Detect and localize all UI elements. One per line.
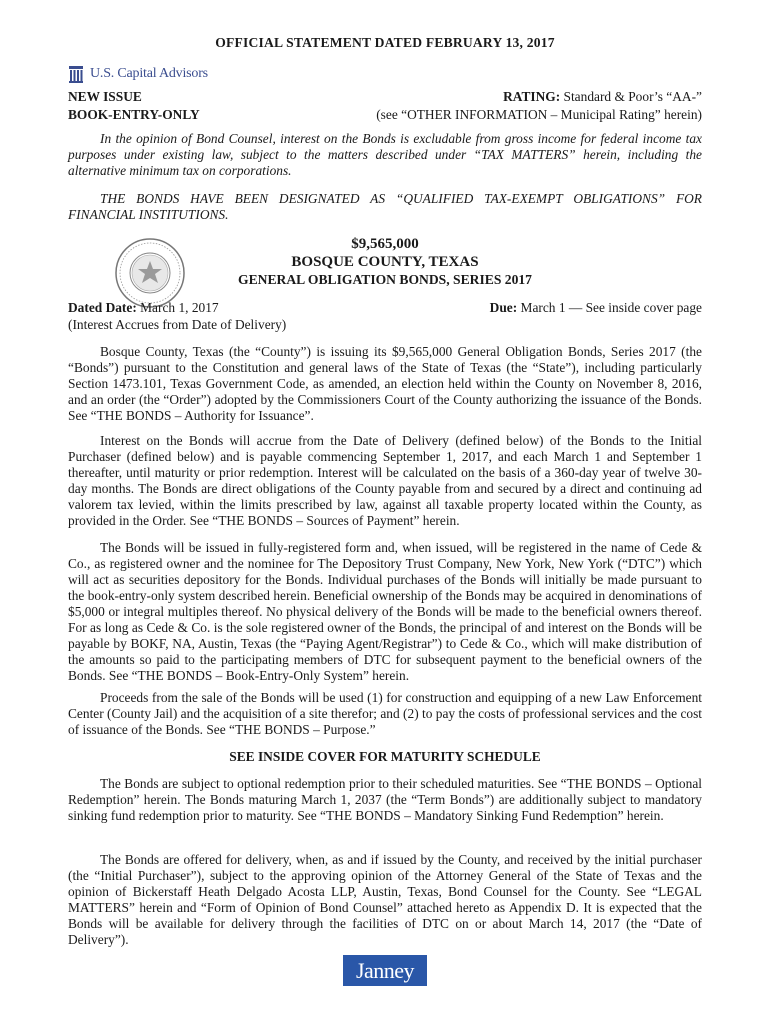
paragraph-text: Bosque County, Texas (the “County”) is issuing its $9,565,000 General Obligation Bonds, Series 2017 (the “Bonds”) pursuant to the Constitution and general laws of the State of Texas (the “State”), including particularly Section 1473.101, Texas Government Code, as amended, an election held within the County on November 8, 2016, and an order (the “Order”) adopted by the Commissioners Court of the County authorizing the issuance of the Bonds. See “THE BONDS – Authority for Issuance”. [68,344,702,423]
janney-logo [343,955,427,986]
due-date-line [490,299,702,317]
bond-amount: $9,565,000 [351,236,419,252]
document-title: OFFICIAL STATEMENT DATED FEBRUARY 13, 2017 [215,35,555,50]
dated-date-line [68,299,219,317]
rating-line [503,88,702,106]
advisor-logo-text: U.S. Capital Advisors [90,66,208,81]
book-entry-label: BOOK-ENTRY-ONLY [68,107,200,122]
designation-text: THE BONDS HAVE BEEN DESIGNATED AS “QUALIFIED TAX-EXEMPT OBLIGATIONS” FOR FINANCIAL INSTITUTIONS. [68,191,702,222]
bond-counsel-opinion [68,131,702,179]
bond-series: GENERAL OBLIGATION BONDS, SERIES 2017 [238,272,532,287]
paragraph-text: Interest on the Bonds will accrue from the Date of Delivery (defined below) of the Bonds to the Initial Purchaser (defined below) and is payable commencing September 1, 2017, and each March 1 and September 1 thereafter, until maturity or prior redemption. Interest will be calculated on the basis of a 360-day year of twelve 30-day months. The Bonds are direct obligations of the County payable from and secured by a direct and continuing ad valorem tax levied, within the limits prescribed by law, against all taxable property located within the County, as provided in the Order. See “THE BONDS – Sources of Payment” herein. [68,433,702,528]
paragraph-delivery [68,852,702,948]
paragraph-book-entry [68,540,702,684]
dated-date-label: Dated Date: [68,300,137,315]
new-issue-label: NEW ISSUE [68,89,142,104]
due-label: Due: [489,300,518,315]
maturity-schedule-heading: SEE INSIDE COVER FOR MATURITY SCHEDULE [229,749,541,764]
paragraph-text: Proceeds from the sale of the Bonds will be used (1) for construction and equipping of a new Law Enforcement Center (County Jail) and the acquisition of a site therefor; and (2) to pay the costs of professional services and the cost of issuance of the Bonds. See “THE BONDS – Purpose.” [68,690,703,737]
rating-value: Standard & Poor’s “AA-” [560,89,702,104]
paragraph-interest [68,433,702,529]
paragraph-text: The Bonds will be issued in fully-registered form and, when issued, will be registered in the name of Cede & Co., as registered owner and the nominee for The Depository Trust Company, New York, New York (“DTC”) which will act as securities depository for the Bonds. Individual purchases of the Bonds will initially be made pursuant to the book-entry-only system described herein. Beneficial ownership of the Bonds may be acquired in denominations of $5,000 or integral multiples thereof. No physical delivery of the Bonds will be made to the beneficial owners thereof. For as long as Cede & Co. is the sole registered owner of the Bonds, the principal of and interest on the Bonds will be payable by BOKF, NA, Austin, Texas (the “Paying Agent/Registrar”) to Cede & Co., which will make distribution of the amounts so paid to the participating members of DTC for subsequent payment to the beneficial owners of the Bonds. See “THE BONDS – Book-Entry-Only System” herein. [68,540,702,683]
rating-label: RATING: [503,89,561,104]
dated-date-value: March 1, 2017 [136,300,219,315]
advisor-building-icon [68,64,84,84]
paragraph-redemption [68,776,702,824]
paragraph-text: The Bonds are offered for delivery, when, as and if issued by the County, and received by the initial purchaser (the “Initial Purchaser”), subject to the approving opinion of the Attorney General of the State of Texas and the opinion of Bickerstaff Heath Delgado Acosta LLP, Austin, Texas, Bond Counsel for the County. See “LEGAL MATTERS” herein and “Form of Opinion of Bond Counsel” attached hereto as Appendix D. It is expected that the Bonds will be available for delivery through the facilities of DTC on or about March 14, 2017 (the “Date of Delivery”). [68,852,702,947]
paragraph-authority [68,344,702,424]
paragraph-purpose [68,690,702,738]
interest-accrual-note: (Interest Accrues from Date of Delivery) [68,317,287,332]
us-capital-advisors-logo [68,63,208,85]
opinion-text: In the opinion of Bond Counsel, interest on the Bonds is excludable from gross income for federal income tax purposes under existing law, subject to the matters described under “TAX MATTERS” herein, including the alternative minimum tax on corporations. [68,131,702,178]
paragraph-text: The Bonds are subject to optional redemption prior to their scheduled maturities. See “THE BONDS – Optional Redemption” herein. The Bonds maturing March 1, 2037 (the “Term Bonds”) are additionally subject to mandatory sinking fund redemption prior to maturity. See “THE BONDS – Mandatory Sinking Fund Redemption” herein. [68,776,702,823]
janney-logo-text: Janney [355,957,415,983]
issuer-name: BOSQUE COUNTY, TEXAS [291,254,479,270]
due-value: March 1 — See inside cover page [517,300,702,315]
designation-statement [68,191,702,223]
rating-reference: (see “OTHER INFORMATION – Municipal Rating” herein) [376,107,702,122]
